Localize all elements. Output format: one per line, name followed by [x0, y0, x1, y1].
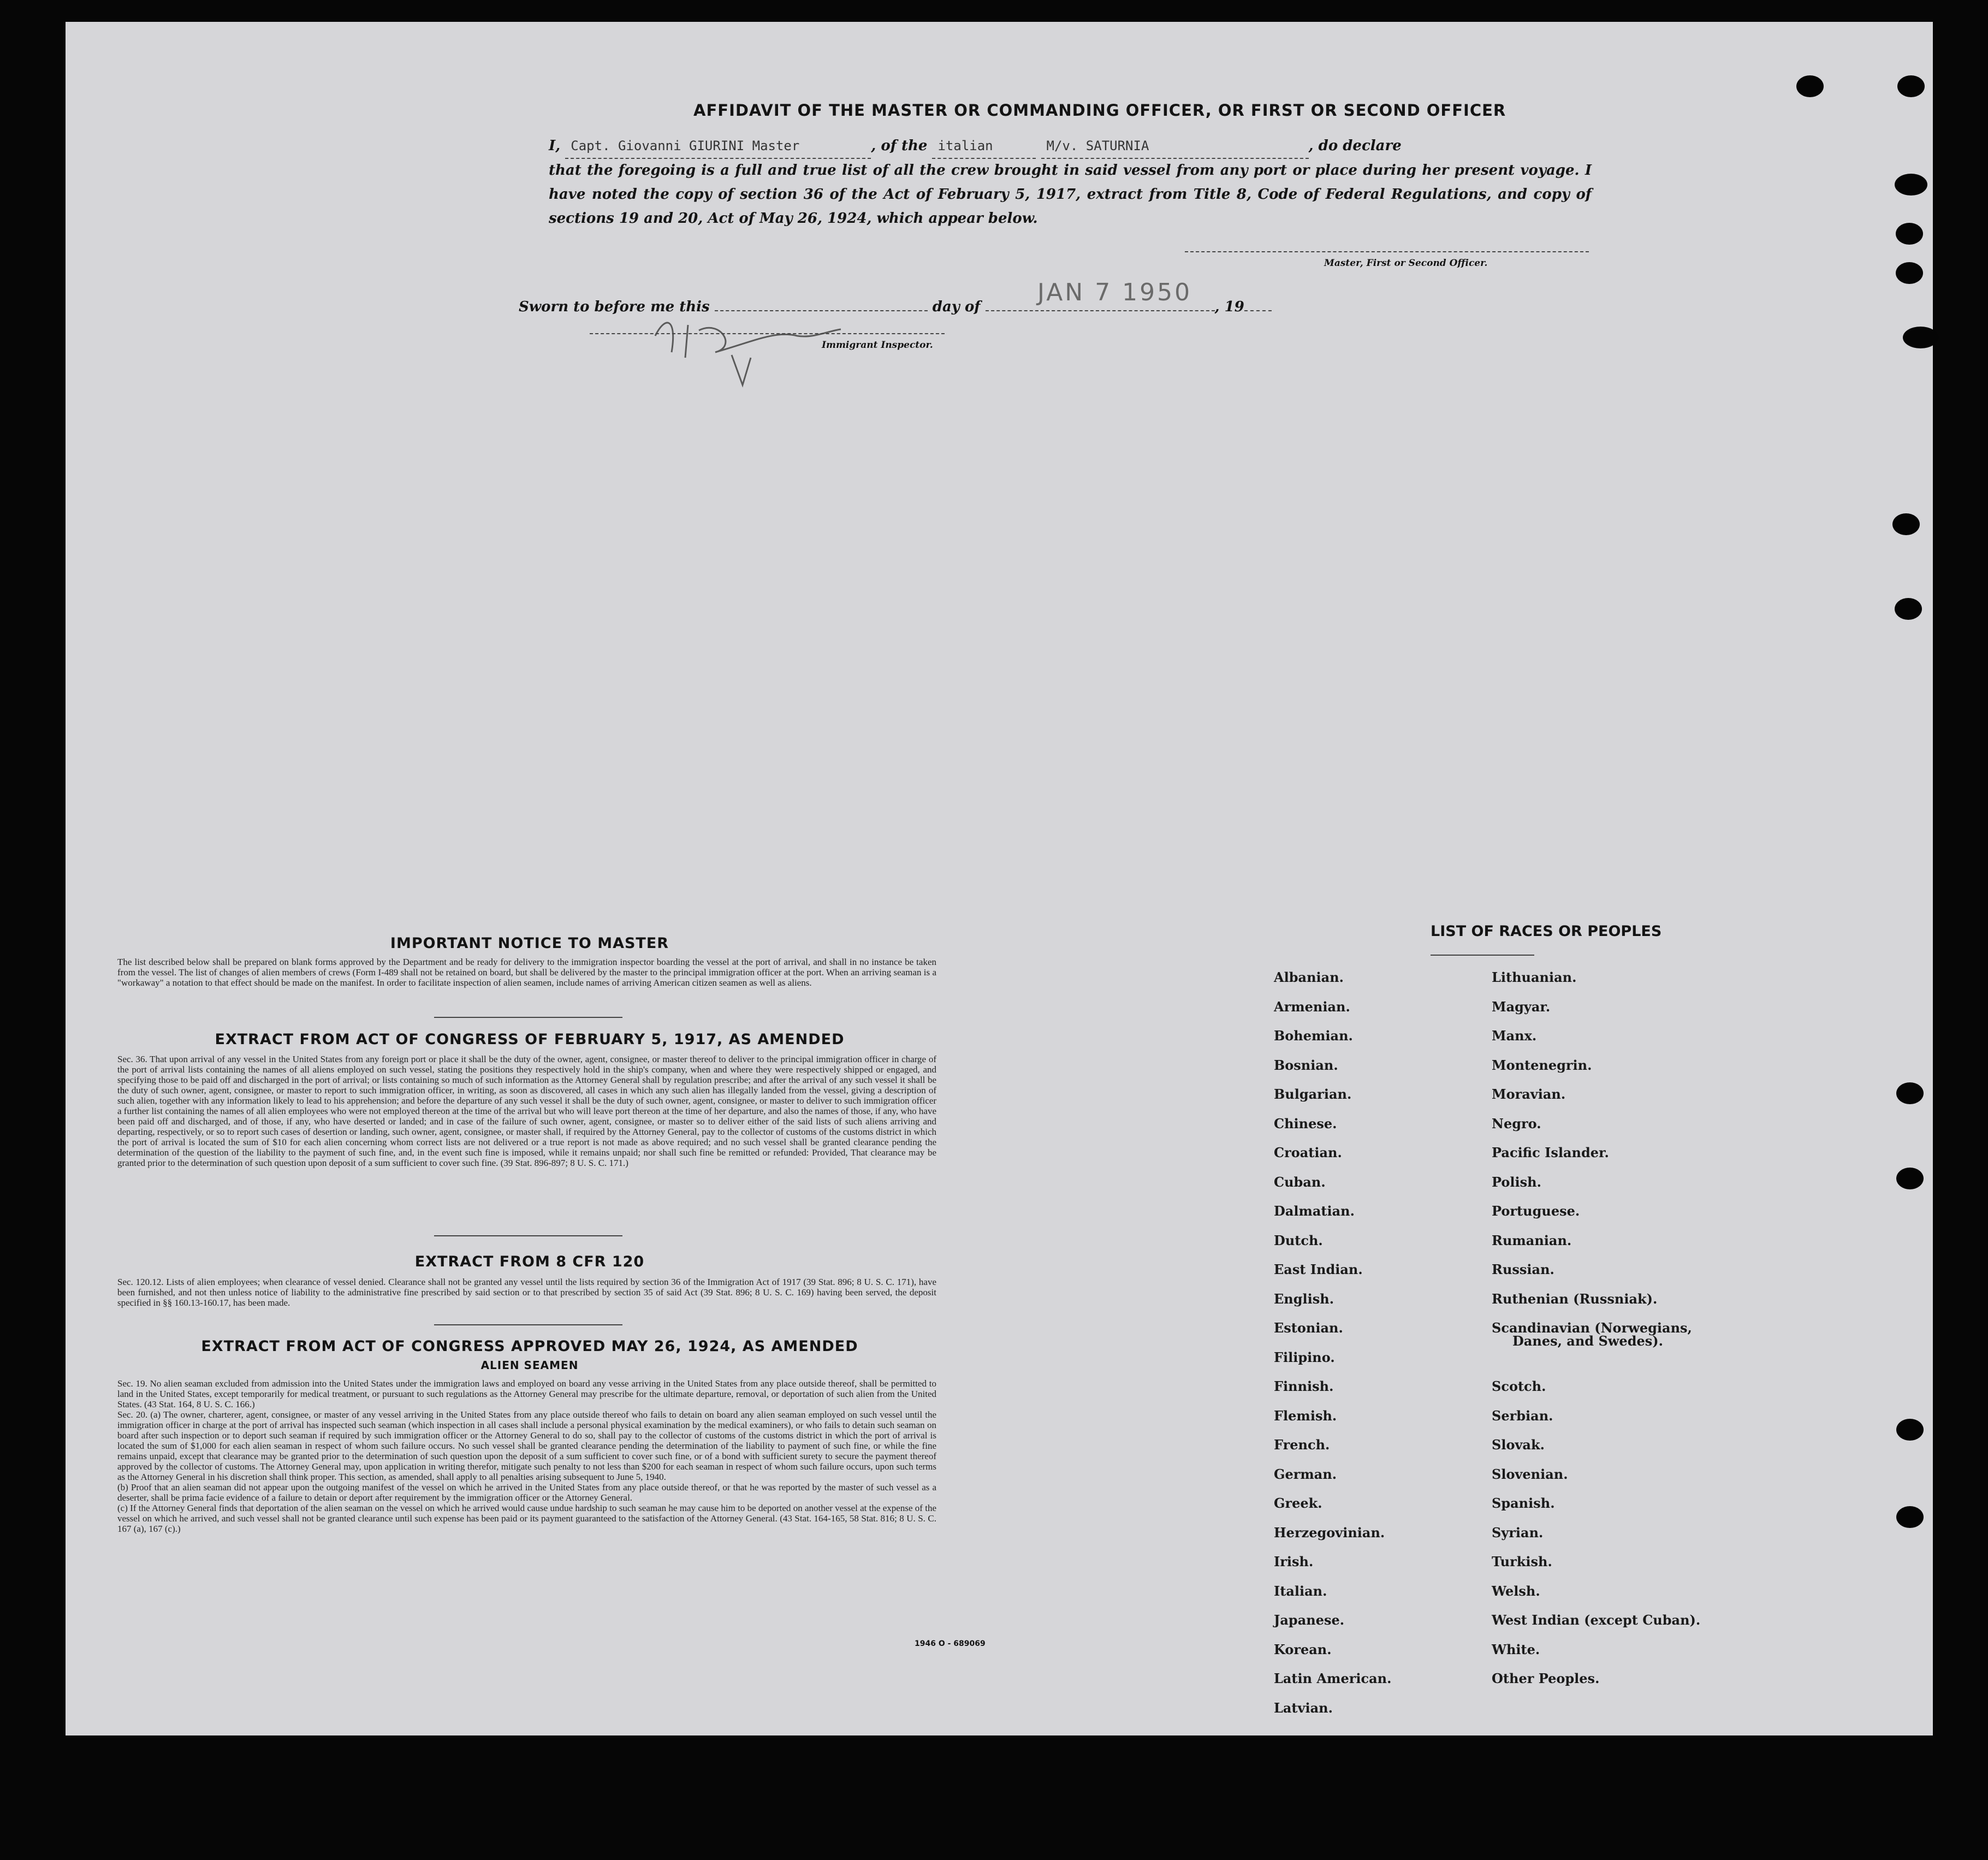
extract-cfr-heading: EXTRACT FROM 8 CFR 120 [414, 1253, 645, 1270]
race-item: Chinese. [1274, 1115, 1337, 1132]
master-name-field: Capt. Giovanni GIURINI Master [565, 134, 871, 159]
race-item: Ruthenian (Russniak). [1492, 1290, 1658, 1307]
extract-1924-heading: EXTRACT FROM ACT OF CONGRESS APPROVED MAY 26, 1924, AS AMENDED [201, 1338, 858, 1355]
extract-1917-text: Sec. 36. That upon arrival of any vessel in the United States from any foreign port or place it shall be the duty of the owner, agent, consignee, or master thereof to deliver to the principal immigration officer in charge of the port of arrival lists containing the names of all aliens employed on such vessel, stating the positions they respectively hold in the ship's company, when and where they were respectively shipped or engaged, and specifying those to be paid off and discharged in the port of arrival; or lists containing so much of such information as the Attorney General shall by regulation prescribe; and after the arrival of any such vessel it shall be the duty of such owner, agent, consignee, or master to report to such immigration officer, in writing, as soon as discovered, all cases in which any such alien has illegally landed from the vessel, giving a description of such alien, together with any information likely to lead to his apprehension; and before the departure of any such vessel it shall be the duty of such owner, agent, consignee, or master to deliver to such immigration officer a further list containing the names of all alien employees who were not employed thereon at the time of the arrival but who will leave port thereon at the time of her departure, and also the names of those, if any, who have been paid off and discharged, and of those, if any, who have deserted or landed; and in case of the failure of such owner, agent, consignee, or master so to deliver either of the said lists of such aliens arriving and departing, respectively, or so to report such cases of desertion or landing, such owner, agent, consignee, or master shall, if required by the Attorney General, pay to the collector of customs of the customs district in which the port of arrival is located the sum of $10 for each alien concerning whom correct lists are not delivered or a true report is not made as above required; and no such vessel shall be granted clearance pending the determination of the question of the liability to the payment of such fine, and, in the event such fine is imposed, while it remains unpaid; nor shall such fine be remitted or refunded: Provided, That clearance may be granted prior to the determination of such question upon deposit of a sum sufficient to cover such fine. (39 Stat. 896-897; 8 U. S. C. 171.) [117, 1054, 936, 1168]
punch-hole [1796, 75, 1824, 97]
race-item: West Indian (except Cuban). [1492, 1612, 1701, 1628]
race-item: Greek. [1274, 1495, 1322, 1511]
race-item: Polish. [1492, 1174, 1541, 1190]
race-item: Russian. [1492, 1261, 1554, 1277]
race-item: Magyar. [1492, 998, 1551, 1015]
sworn-line: Sworn to before me this day of , 19 [519, 295, 1283, 319]
race-item: Scandinavian (Norwegians, [1492, 1320, 1692, 1336]
race-item: White. [1492, 1641, 1540, 1657]
race-item: Bulgarian. [1274, 1086, 1352, 1102]
section-20a-text: Sec. 20. (a) The owner, charterer, agent, consignee, or master of any vessel arriving in the United States from any place outside thereof who fails to detain on board any alien seaman employed on such vessel until the immigration officer in charge at the port of arrival has inspected such seaman (which inspection in all cases shall include a personal physical examination by the medical examiners), or who fails to detain such seaman on board after such inspection or to deport such seaman if required by such immigration officer or the Attorney General to do so, shall pay to the collector of customs of the customs district in which the port of arrival is located the sum of $1,000 for each alien seaman in respect of whom such failure occurs. No such vessel shall be granted clearance pending the determination of the liability to payment of such fine, or while the fine remains unpaid, except that clearance may be granted prior to the determination of such question upon the deposit of a sum sufficient to cover such fine, or of a bond with sufficient surety to secure the payment thereof approved by the collector of customs. The Attorney General may, upon application in writing therefor, mitigate such penalty to not less than $200 for each seaman in respect of whom such failure occurs, upon such terms as the Attorney General in his discretion shall think proper. This section, as amended, shall apply to all penalties arising subsequent to June 5, 1940. [117, 1409, 936, 1482]
section-20c-text: (c) If the Attorney General finds that deportation of the alien seaman on the vessel on which he arrived would cause undue hardship to such seaman he may cause him to be deported on another vessel at the expense of the vessel on which he arrived, and such vessel shall not be granted clearance until such expense has been paid or its payment guaranteed to the satisfaction of the Attorney General. (43 Stat. 164-165, 58 Stat. 816; 8 U. S. C. 167 (a), 167 (c).) [117, 1503, 936, 1534]
race-item: Bohemian. [1274, 1028, 1353, 1044]
race-item: Armenian. [1274, 998, 1350, 1015]
inspector-signature [633, 298, 863, 407]
race-item: Italian. [1274, 1583, 1327, 1599]
race-item: Serbian. [1492, 1407, 1553, 1424]
extract-1924-sections [117, 1378, 936, 1534]
punch-hole [1896, 1168, 1924, 1189]
vessel-field: M/v. SATURNIA [1041, 134, 1309, 159]
race-item: Filipino. [1274, 1349, 1335, 1365]
race-item: Danes, and Swedes). [1512, 1333, 1663, 1349]
divider [434, 1017, 622, 1018]
divider [434, 1324, 622, 1325]
race-item: Manx. [1492, 1028, 1537, 1044]
race-item: Scotch. [1492, 1378, 1546, 1394]
race-item: French. [1274, 1437, 1330, 1453]
race-item: Cuban. [1274, 1174, 1326, 1190]
nationality-field: italian [932, 134, 1036, 159]
race-item: Japanese. [1274, 1612, 1345, 1628]
punch-hole [1892, 513, 1920, 535]
divider [434, 1235, 622, 1236]
race-item: Montenegrin. [1492, 1057, 1592, 1073]
master-signature-line [1185, 251, 1589, 252]
extract-cfr-text: Sec. 120.12. Lists of alien employees; when clearance of vessel denied. Clearance shall not be granted any vessel until the lists required by section 36 of the Immigration Act of 1917 (39 Stat. 896; 8 U. S. C. 171), have been furnished, and not then unless notice of liability to the administrative fine prescribed by said section or to that prescribed by section 35 of said Act (39 Stat. 896; 8 U. S. C. 169) having been served, the deposit specified in §§ 160.13-160.17, has been made. [117, 1277, 936, 1308]
race-item: Moravian. [1492, 1086, 1566, 1102]
race-item: Flemish. [1274, 1407, 1337, 1424]
alien-seamen-subheading: ALIEN SEAMEN [480, 1359, 579, 1372]
race-item: English. [1274, 1290, 1334, 1307]
race-item: Bosnian. [1274, 1057, 1338, 1073]
race-item: German. [1274, 1466, 1337, 1482]
race-item: Albanian. [1274, 969, 1344, 985]
inspector-signature-line [590, 333, 945, 334]
race-item: Syrian. [1492, 1524, 1544, 1541]
race-item: Slovak. [1492, 1437, 1545, 1453]
race-item: Herzegovinian. [1274, 1524, 1385, 1541]
race-item: Finnish. [1274, 1378, 1334, 1394]
race-item: Lithuanian. [1492, 969, 1577, 985]
race-item: Other Peoples. [1492, 1671, 1600, 1686]
section-19-text: Sec. 19. No alien seaman excluded from admission into the United States under the immigration laws and employed on board any vesse arriving in the United States from any place outside thereof, shall be permitted to land in the United States, except temporarily for medical treatment, or pursuant to such regulations as the Attorney General may prescribe for the ultimate departure, removal, or deportation of such alien from the United States. (43 Stat. 164, 8 U. S. C. 166.) [117, 1378, 936, 1409]
affidavit-declaration-line: I, Capt. Giovanni GIURINI Master , of the italian M/v. SATURNIA , do declare [549, 134, 1592, 159]
divider [1431, 955, 1534, 956]
date-stamp: JAN 7 1950 [1037, 279, 1192, 306]
race-item: Irish. [1274, 1554, 1314, 1569]
document-page [66, 22, 1933, 1735]
punch-hole [1896, 1506, 1924, 1528]
punch-hole [1896, 1419, 1924, 1441]
inspector-caption: Immigrant Inspector. [822, 340, 933, 351]
punch-hole [1895, 598, 1922, 620]
race-item: Latvian. [1274, 1699, 1333, 1716]
race-item: Latin American. [1274, 1671, 1392, 1686]
notice-text: The list described below shall be prepared on blank forms approved by the Department and be ready for delivery to the immigration inspector boarding the vessel at the port of arrival, and shall in no instance be taken from the vessel. The list of changes of alien members of crews (Form I-489 shall not be retained on board, but shall be delivered by the master to the principal immigration officer at the port. When an arriving seaman is a "workaway" a notation to that effect should be made on the manifest. In order to facilitate inspection of alien seamen, include names of arriving American citizen seamen as well as aliens. [117, 957, 936, 988]
punch-hole [1895, 174, 1927, 196]
section-20b-text: (b) Proof that an alien seaman did not appear upon the outgoing manifest of the vessel on which he arrived in the United States from any place outside thereof, or that he was reported by the master of such vessel as a deserter, shall be prima facie evidence of a failure to detain or deport after requirement by the immigration officer or the Attorney General. [117, 1482, 936, 1503]
race-item: Dutch. [1274, 1232, 1323, 1248]
race-item: Spanish. [1492, 1495, 1555, 1511]
punch-hole [1896, 1082, 1924, 1104]
race-item: Croatian. [1274, 1145, 1342, 1160]
notice-heading: IMPORTANT NOTICE TO MASTER [390, 935, 669, 952]
race-item: Pacific Islander. [1492, 1145, 1609, 1160]
affidavit-title: AFFIDAVIT OF THE MASTER OR COMMANDING OFFICER, OR FIRST OR SECOND OFFICER [693, 101, 1506, 120]
races-list-title: LIST OF RACES OR PEOPLES [1431, 923, 1662, 940]
punch-hole [1903, 327, 1938, 348]
race-item: Korean. [1274, 1641, 1332, 1657]
print-code: 1946 O - 689069 [915, 1639, 986, 1648]
race-item: Negro. [1492, 1115, 1541, 1132]
race-item: Slovenian. [1492, 1466, 1568, 1482]
affidavit-body: that the foregoing is a full and true list of all the crew brought in said vessel from any port or place during her present voyage. I have noted the copy of section 36 of the Act of February 5, 1917, extract from Title 8, Code of Federal Regulations, and copy of sections 19 and 20, Act of May 26, 1924, which appear below. [549, 162, 1592, 227]
race-item: Welsh. [1492, 1583, 1540, 1599]
race-item: East Indian. [1274, 1261, 1363, 1277]
punch-hole [1897, 75, 1925, 97]
punch-hole [1896, 262, 1923, 284]
master-caption: Master, First or Second Officer. [1324, 258, 1488, 269]
race-item: Dalmatian. [1274, 1203, 1355, 1219]
extract-1917-heading: EXTRACT FROM ACT OF CONGRESS OF FEBRUARY 5, 1917, AS AMENDED [215, 1031, 845, 1048]
punch-hole [1896, 223, 1923, 245]
race-item: Portuguese. [1492, 1203, 1580, 1219]
race-item: Estonian. [1274, 1320, 1343, 1336]
race-item: Turkish. [1492, 1554, 1552, 1569]
race-item: Rumanian. [1492, 1232, 1572, 1248]
